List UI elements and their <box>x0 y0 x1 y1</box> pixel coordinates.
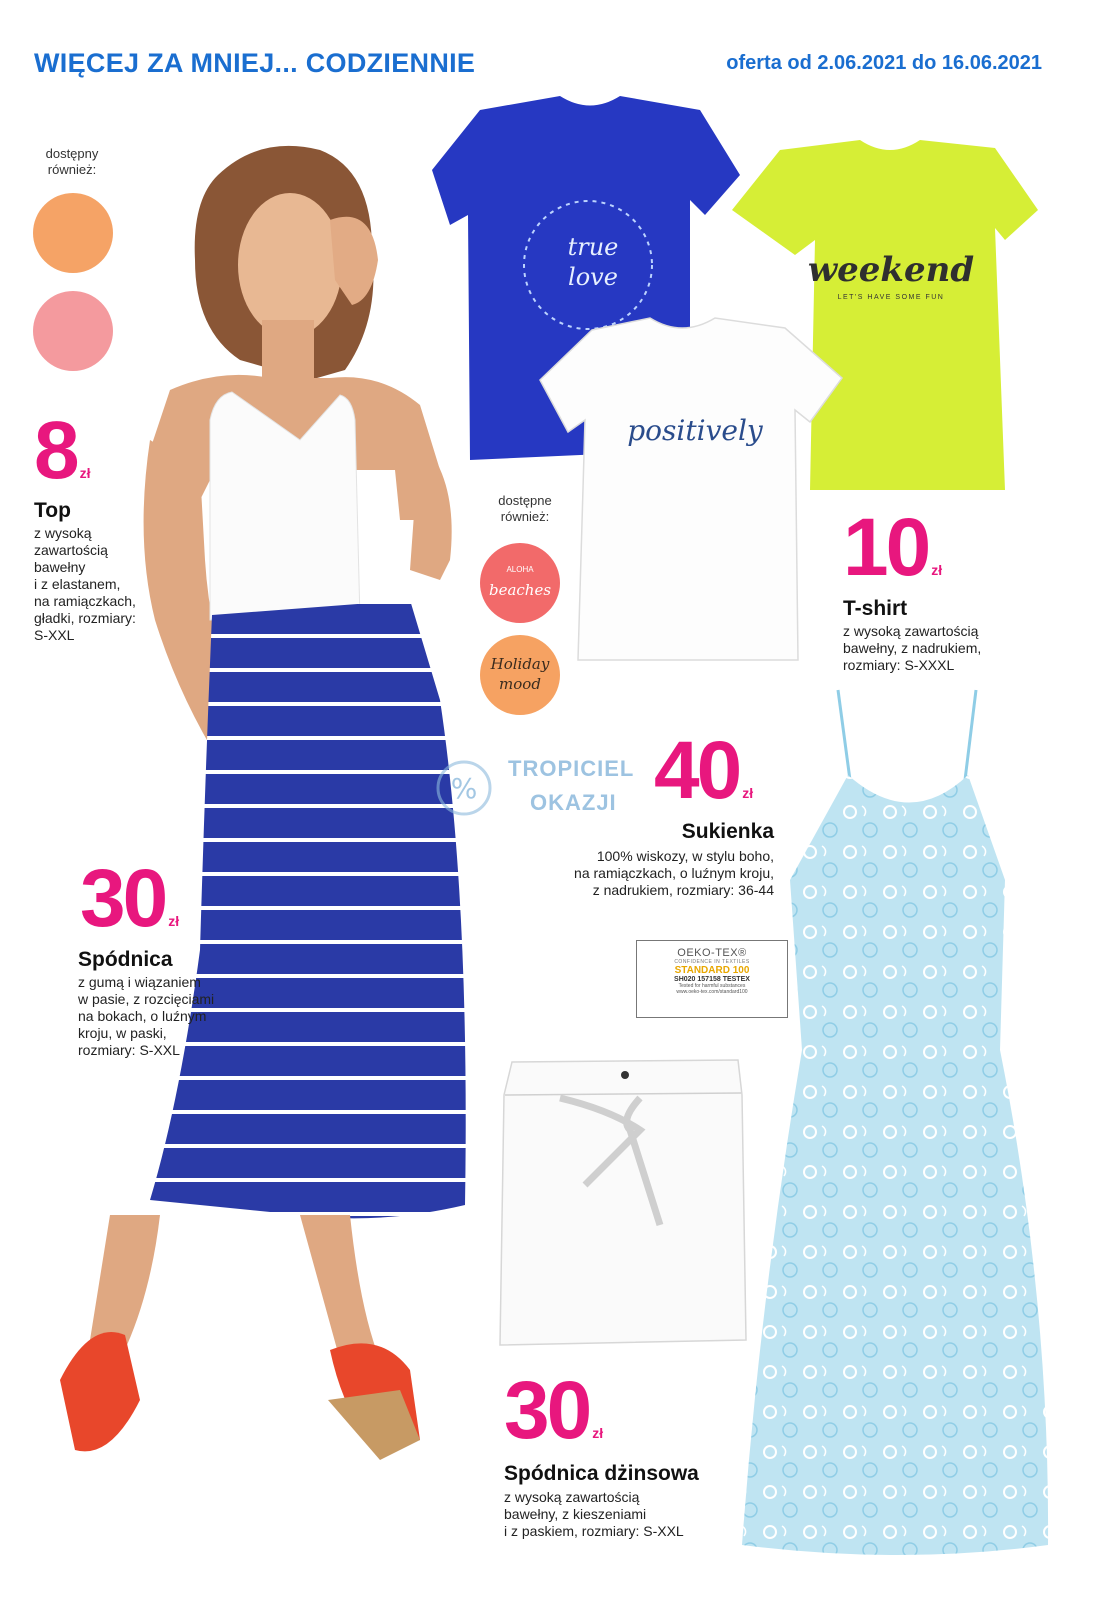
top-availability-label: dostępny również: <box>45 146 99 177</box>
dress-price: 40 zł <box>654 725 754 816</box>
denim-skirt-description: z wysoką zawartością bawełny, z kieszeniami i z paskiem, rozmiary: S-XXL <box>504 1489 684 1539</box>
offer-dates: oferta od 2.06.2021 do 16.06.2021 <box>726 52 1042 74</box>
dress-description: 100% wiskozy, w stylu boho, na ramiączkach, o luźnym kroju, z nadrukiem, rozmiary: 36-44 <box>574 848 774 898</box>
yellow-tee-subprint: LET'S HAVE SOME FUN <box>837 294 945 301</box>
skirt-name: Spódnica <box>78 948 173 971</box>
denim-skirt-name: Spódnica dżinsowa <box>504 1462 699 1485</box>
yellow-tee-print: weekend <box>807 250 975 290</box>
top-description: z wysoką zawartością bawełny i z elastanem, na ramiączkach, gładki, rozmiary: S-XXL <box>34 525 136 643</box>
headline: WIĘCEJ ZA MNIEJ... CODZIENNIE <box>34 48 476 78</box>
white-tee-print: positively <box>627 414 763 447</box>
percent-icon <box>434 758 494 818</box>
top-price: 8 zł <box>34 405 91 496</box>
oeko-tex-label: OEKO-TEX® CONFIDENCE IN TEXTILES STANDARD 100 SH020 157158 TESTEX Tested for harmful substances www.oeko-tex.com/standard100 <box>636 940 788 1018</box>
tshirt-price: 10 zł <box>843 502 943 593</box>
tshirt-availability-label: dostępne również: <box>498 493 552 524</box>
holiday-mood-variant: Holiday mood <box>480 635 560 715</box>
blue-tee-print: true love <box>567 233 619 291</box>
dress-name: Sukienka <box>681 820 774 843</box>
skirt-price: 30 zł <box>80 853 180 944</box>
svg-text:%: % <box>450 772 478 805</box>
skirt-description: z gumą i wiązaniem w pasie, z rozcięciami na bokach, o luźnym kroju, w paski, rozmiary: S-XXL <box>78 974 215 1058</box>
tshirt-description: z wysoką zawartością bawełny, z nadrukiem, rozmiary: S-XXXL <box>843 623 982 673</box>
tropiciel-okazji-watermark: % TROPICIEL OKAZJI <box>434 748 680 842</box>
aloha-beaches-variant: ALOHA beaches <box>480 543 560 623</box>
top-name: Top <box>34 499 71 522</box>
tshirt-name: T-shirt <box>843 597 908 620</box>
denim-skirt-price: 30 zł <box>504 1365 604 1456</box>
